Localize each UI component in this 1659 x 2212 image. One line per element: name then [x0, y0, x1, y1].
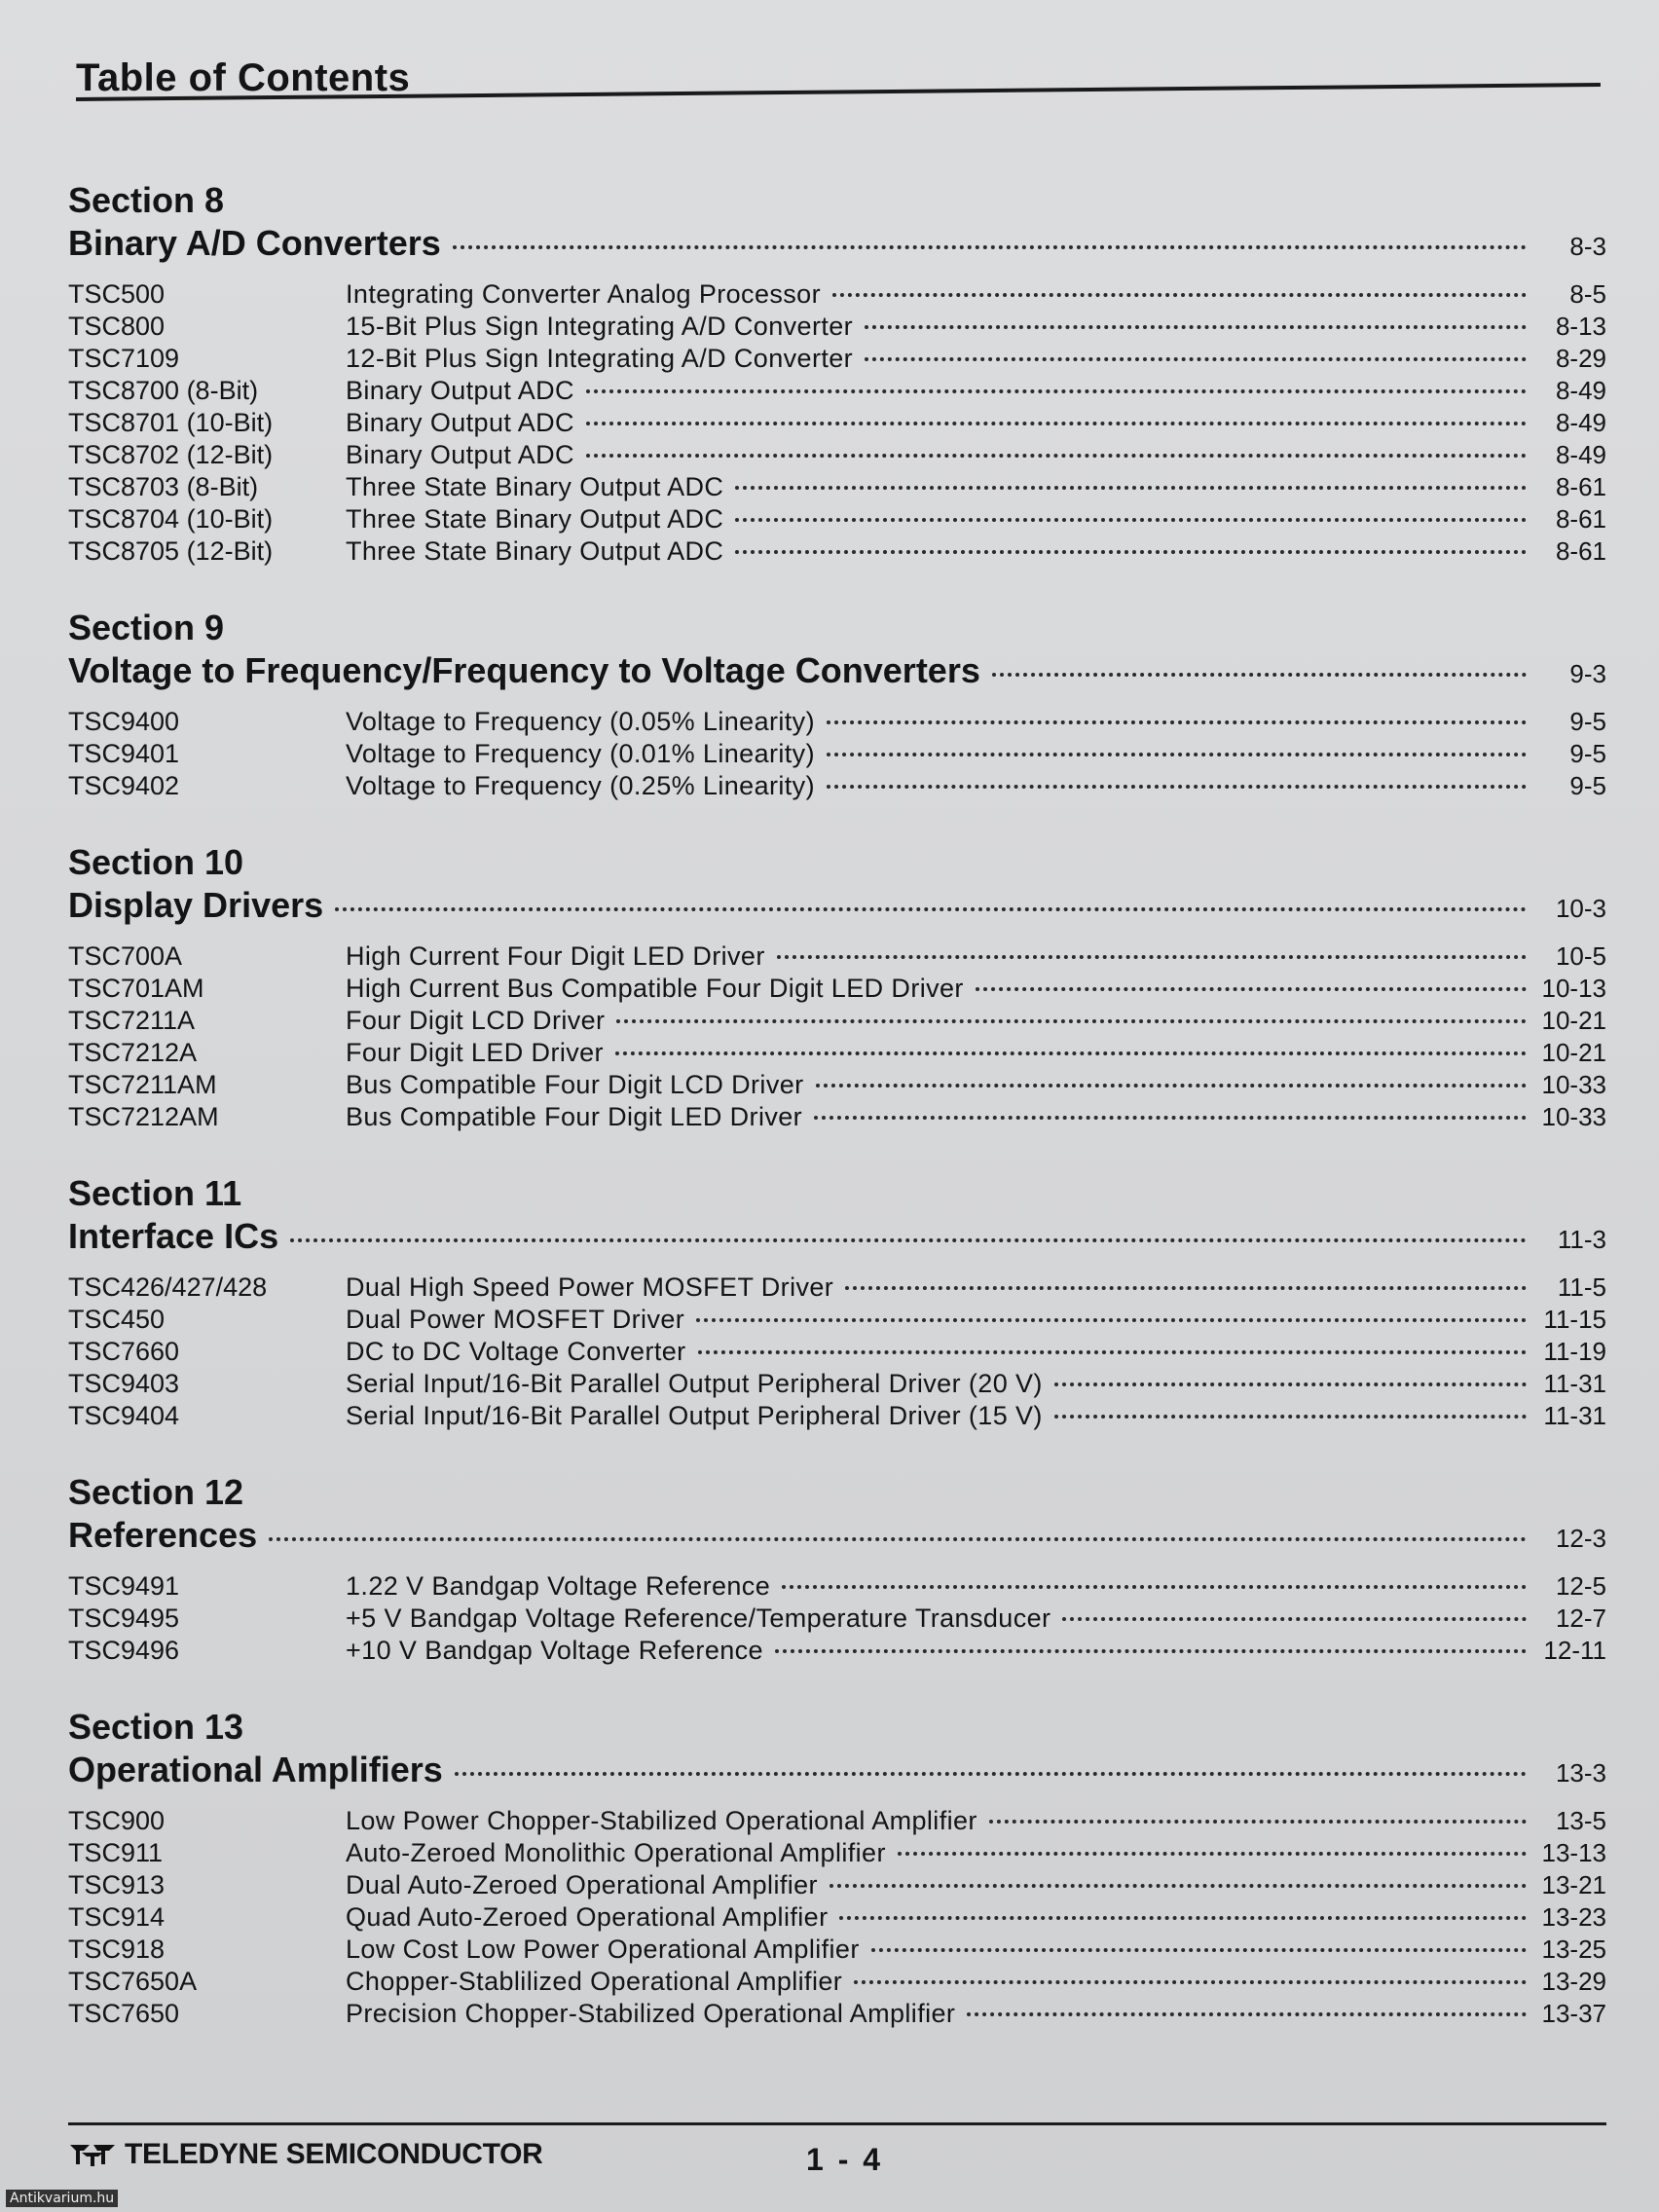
section-number: Section 11	[68, 1173, 242, 1213]
dot-leader	[586, 454, 1527, 458]
dot-leader	[735, 550, 1527, 554]
entry-page: 13-23	[1541, 1902, 1606, 1932]
toc-entry	[68, 1037, 1606, 1068]
part-number: TSC8704 (10-Bit)	[68, 504, 274, 534]
entry-page: 13-37	[1541, 1999, 1606, 2028]
dot-leader	[854, 1980, 1527, 1984]
section-page: 9-3	[1569, 659, 1606, 688]
dot-leader	[586, 422, 1527, 425]
section-title: Display Drivers	[68, 885, 324, 925]
section-page: 12-3	[1555, 1524, 1606, 1553]
entry-description: Dual Auto-Zeroed Operational Amplifier	[346, 1870, 818, 1899]
section-title-row	[68, 1748, 1606, 1795]
toc-entry	[68, 311, 1606, 342]
part-number: TSC7211A	[68, 1006, 196, 1035]
entry-description: 12-Bit Plus Sign Integrating A/D Converter	[346, 344, 854, 373]
entry-description: Binary Output ADC	[346, 440, 574, 469]
part-number: TSC9400	[68, 707, 180, 736]
entry-page: 11-5	[1557, 1272, 1606, 1302]
entry-description: Auto-Zeroed Monolithic Operational Amplifier	[346, 1838, 886, 1867]
entry-page: 8-5	[1569, 279, 1606, 309]
part-number: TSC8703 (8-Bit)	[68, 472, 259, 501]
entry-page: 10-5	[1555, 941, 1606, 971]
part-number: TSC800	[68, 312, 166, 341]
entry-description: Chopper-Stablilized Operational Amplifier	[346, 1967, 843, 1996]
toc-entry	[68, 973, 1606, 1004]
entry-page: 11-15	[1543, 1305, 1606, 1334]
entry-description: DC to DC Voltage Converter	[346, 1337, 686, 1366]
dot-leader	[832, 293, 1527, 297]
section-title: Operational Amplifiers	[68, 1750, 443, 1789]
toc-entry	[68, 343, 1606, 374]
entry-page: 13-5	[1555, 1806, 1606, 1835]
toc-entry	[68, 471, 1606, 502]
toc-entry	[68, 1966, 1606, 1997]
dot-leader	[586, 389, 1527, 393]
part-number: TSC7211AM	[68, 1070, 217, 1099]
part-number: TSC7650	[68, 1999, 180, 2028]
entry-description: Four Digit LCD Driver	[346, 1006, 606, 1035]
entry-description: Dual High Speed Power MOSFET Driver	[346, 1272, 834, 1302]
part-number: TSC913	[68, 1870, 166, 1899]
dot-leader	[827, 753, 1527, 756]
entry-description: Binary Output ADC	[346, 376, 574, 405]
section-number: Section 10	[68, 842, 244, 882]
entry-description: Precision Chopper-Stabilized Operational Amplifier	[346, 1999, 956, 2028]
part-number: TSC450	[68, 1305, 166, 1334]
section-title: Interface ICs	[68, 1216, 279, 1256]
toc-entry	[68, 1368, 1606, 1399]
dot-leader	[1054, 1415, 1527, 1419]
entry-description: Three State Binary Output ADC	[346, 504, 724, 534]
dot-leader	[898, 1852, 1527, 1856]
entry-page: 11-19	[1543, 1337, 1606, 1366]
toc-entry	[68, 1400, 1606, 1431]
entry-description: Four Digit LED Driver	[346, 1038, 604, 1067]
section-title: Binary A/D Converters	[68, 223, 441, 263]
part-number: TSC9495	[68, 1604, 180, 1633]
toc-entry	[68, 1837, 1606, 1868]
footer-company-name: TELEDYNE SEMICONDUCTOR	[125, 2138, 543, 2170]
toc-section	[68, 842, 1606, 1132]
entry-page: 13-29	[1541, 1967, 1606, 1996]
part-number: TSC911	[68, 1838, 164, 1867]
section-title-row	[68, 1214, 1606, 1262]
entry-page: 10-21	[1541, 1006, 1606, 1035]
dot-leader	[269, 1537, 1527, 1541]
toc-section	[68, 180, 1606, 567]
section-title: Voltage to Frequency/Frequency to Voltage Converters	[68, 650, 980, 690]
teledyne-logo-icon	[68, 2141, 117, 2168]
dot-leader	[455, 1772, 1527, 1776]
entry-page: 8-61	[1555, 536, 1606, 566]
entry-page: 8-29	[1555, 344, 1606, 373]
dot-leader	[814, 1116, 1527, 1120]
entry-description: High Current Bus Compatible Four Digit LED Driver	[346, 974, 964, 1003]
toc-entry	[68, 1603, 1606, 1634]
entry-description: Quad Auto-Zeroed Operational Amplifier	[346, 1902, 829, 1932]
part-number: TSC7212AM	[68, 1102, 219, 1131]
entry-page: 9-5	[1569, 739, 1606, 768]
entry-description: Bus Compatible Four Digit LCD Driver	[346, 1070, 804, 1099]
entry-page: 11-31	[1543, 1401, 1606, 1430]
dot-leader	[775, 1649, 1527, 1653]
entry-description: Bus Compatible Four Digit LED Driver	[346, 1102, 803, 1131]
part-number: TSC7109	[68, 344, 180, 373]
toc-entry	[68, 1304, 1606, 1335]
entry-description: Voltage to Frequency (0.05% Linearity)	[346, 707, 815, 736]
page-number: 1 - 4	[806, 2142, 884, 2177]
dot-leader	[1054, 1382, 1527, 1386]
entry-page: 11-31	[1543, 1369, 1606, 1398]
toc-section	[68, 608, 1606, 801]
toc-entry	[68, 1272, 1606, 1303]
part-number: TSC8701 (10-Bit)	[68, 408, 274, 437]
dot-leader	[290, 1238, 1527, 1242]
entry-page: 9-5	[1569, 707, 1606, 736]
entry-description: +10 V Bandgap Voltage Reference	[346, 1636, 763, 1665]
watermark: Antikvarium.hu	[6, 2190, 118, 2207]
dot-leader	[816, 1084, 1527, 1088]
entry-page: 9-5	[1569, 771, 1606, 800]
footer-logo	[68, 2138, 543, 2171]
entry-description: Dual Power MOSFET Driver	[346, 1305, 685, 1334]
entry-description: 1.22 V Bandgap Voltage Reference	[346, 1571, 771, 1601]
dot-leader	[453, 245, 1527, 249]
entry-page: 12-11	[1543, 1636, 1606, 1665]
part-number: TSC700A	[68, 941, 183, 971]
toc-entry	[68, 706, 1606, 737]
part-number: TSC900	[68, 1806, 166, 1835]
section-number: Section 12	[68, 1472, 244, 1512]
dot-leader	[335, 907, 1527, 911]
dot-leader	[967, 2012, 1527, 2016]
entry-page: 8-49	[1555, 408, 1606, 437]
section-page: 8-3	[1569, 232, 1606, 261]
toc-entry	[68, 375, 1606, 406]
dot-leader	[696, 1318, 1527, 1322]
dot-leader	[735, 518, 1527, 522]
entry-page: 12-7	[1555, 1604, 1606, 1633]
entry-page: 10-33	[1541, 1102, 1606, 1131]
toc-entry	[68, 1101, 1606, 1132]
dot-leader	[1062, 1617, 1527, 1621]
toc-section	[68, 1472, 1606, 1666]
section-title: References	[68, 1515, 258, 1555]
section-page: 11-3	[1557, 1225, 1606, 1254]
toc-entry	[68, 1069, 1606, 1100]
toc-entry	[68, 1635, 1606, 1666]
toc-entry	[68, 1869, 1606, 1900]
section-title-row	[68, 221, 1606, 269]
part-number: TSC9403	[68, 1369, 180, 1398]
entry-description: Voltage to Frequency (0.25% Linearity)	[346, 771, 815, 800]
entry-page: 12-5	[1555, 1571, 1606, 1601]
entry-page: 8-49	[1555, 440, 1606, 469]
toc-entry	[68, 278, 1606, 310]
page-title: Table of Contents	[76, 56, 411, 99]
toc-entry	[68, 1998, 1606, 2029]
dot-leader	[615, 1051, 1527, 1055]
entry-page: 13-25	[1541, 1935, 1606, 1964]
dot-leader	[976, 987, 1527, 991]
entry-description: 15-Bit Plus Sign Integrating A/D Converter	[346, 312, 854, 341]
part-number: TSC7212A	[68, 1038, 198, 1067]
part-number: TSC7650A	[68, 1967, 198, 1996]
toc-entry	[68, 1805, 1606, 1836]
toc-section	[68, 1173, 1606, 1431]
entry-description: Integrating Converter Analog Processor	[346, 279, 821, 309]
dot-leader	[839, 1916, 1527, 1920]
part-number: TSC8700 (8-Bit)	[68, 376, 259, 405]
dot-leader	[698, 1350, 1527, 1354]
dot-leader	[827, 785, 1527, 789]
dot-leader	[735, 486, 1527, 490]
dot-leader	[827, 720, 1527, 724]
toc-entry	[68, 940, 1606, 972]
part-number: TSC8705 (12-Bit)	[68, 536, 274, 566]
part-number: TSC8702 (12-Bit)	[68, 440, 274, 469]
part-number: TSC426/427/428	[68, 1272, 268, 1302]
toc-entry	[68, 1336, 1606, 1367]
part-number: TSC500	[68, 279, 166, 309]
section-page: 10-3	[1555, 894, 1606, 923]
entry-description: Serial Input/16-Bit Parallel Output Peripheral Driver (15 V)	[346, 1401, 1043, 1430]
entry-page: 13-21	[1541, 1870, 1606, 1899]
part-number: TSC701AM	[68, 974, 204, 1003]
dot-leader	[845, 1286, 1527, 1290]
entry-description: Voltage to Frequency (0.01% Linearity)	[346, 739, 815, 768]
dot-leader	[777, 955, 1527, 959]
footer-rule	[68, 2122, 1606, 2125]
section-title-row	[68, 1513, 1606, 1561]
toc-section	[68, 1707, 1606, 2029]
entry-page: 13-13	[1541, 1838, 1606, 1867]
section-number: Section 8	[68, 180, 225, 220]
dot-leader	[616, 1019, 1527, 1023]
part-number: TSC914	[68, 1902, 166, 1932]
section-number: Section 9	[68, 608, 225, 647]
toc-entry	[68, 738, 1606, 769]
section-title-row	[68, 883, 1606, 931]
dot-leader	[830, 1884, 1527, 1888]
part-number: TSC9491	[68, 1571, 180, 1601]
section-title-row	[68, 648, 1606, 696]
toc-entry	[68, 1901, 1606, 1933]
entry-description: Binary Output ADC	[346, 408, 574, 437]
toc-entry	[68, 535, 1606, 567]
entry-page: 8-61	[1555, 504, 1606, 534]
part-number: TSC9402	[68, 771, 180, 800]
dot-leader	[992, 673, 1527, 677]
entry-description: Serial Input/16-Bit Parallel Output Peripheral Driver (20 V)	[346, 1369, 1043, 1398]
dot-leader	[989, 1820, 1527, 1824]
entry-page: 8-61	[1555, 472, 1606, 501]
toc-entry	[68, 439, 1606, 470]
toc-entry	[68, 407, 1606, 438]
entry-description: +5 V Bandgap Voltage Reference/Temperature Transducer	[346, 1604, 1051, 1633]
part-number: TSC9404	[68, 1401, 180, 1430]
dot-leader	[871, 1948, 1527, 1952]
entry-page: 10-33	[1541, 1070, 1606, 1099]
section-number: Section 13	[68, 1707, 244, 1747]
part-number: TSC9496	[68, 1636, 180, 1665]
part-number: TSC918	[68, 1935, 166, 1964]
toc-entry	[68, 1570, 1606, 1602]
entry-description: Three State Binary Output ADC	[346, 536, 724, 566]
entry-description: Low Cost Low Power Operational Amplifier	[346, 1935, 860, 1964]
entry-description: Low Power Chopper-Stabilized Operational Amplifier	[346, 1806, 977, 1835]
dot-leader	[865, 357, 1527, 361]
toc-entry	[68, 1005, 1606, 1036]
table-of-contents	[68, 180, 1606, 2070]
section-page: 13-3	[1555, 1758, 1606, 1788]
entry-page: 10-13	[1541, 974, 1606, 1003]
entry-page: 10-21	[1541, 1038, 1606, 1067]
entry-description: Three State Binary Output ADC	[346, 472, 724, 501]
toc-entry	[68, 503, 1606, 535]
entry-description: High Current Four Digit LED Driver	[346, 941, 765, 971]
entry-page: 8-13	[1555, 312, 1606, 341]
toc-entry	[68, 1934, 1606, 1965]
toc-entry	[68, 770, 1606, 801]
dot-leader	[865, 325, 1527, 329]
entry-page: 8-49	[1555, 376, 1606, 405]
dot-leader	[782, 1585, 1527, 1589]
part-number: TSC7660	[68, 1337, 180, 1366]
part-number: TSC9401	[68, 739, 180, 768]
